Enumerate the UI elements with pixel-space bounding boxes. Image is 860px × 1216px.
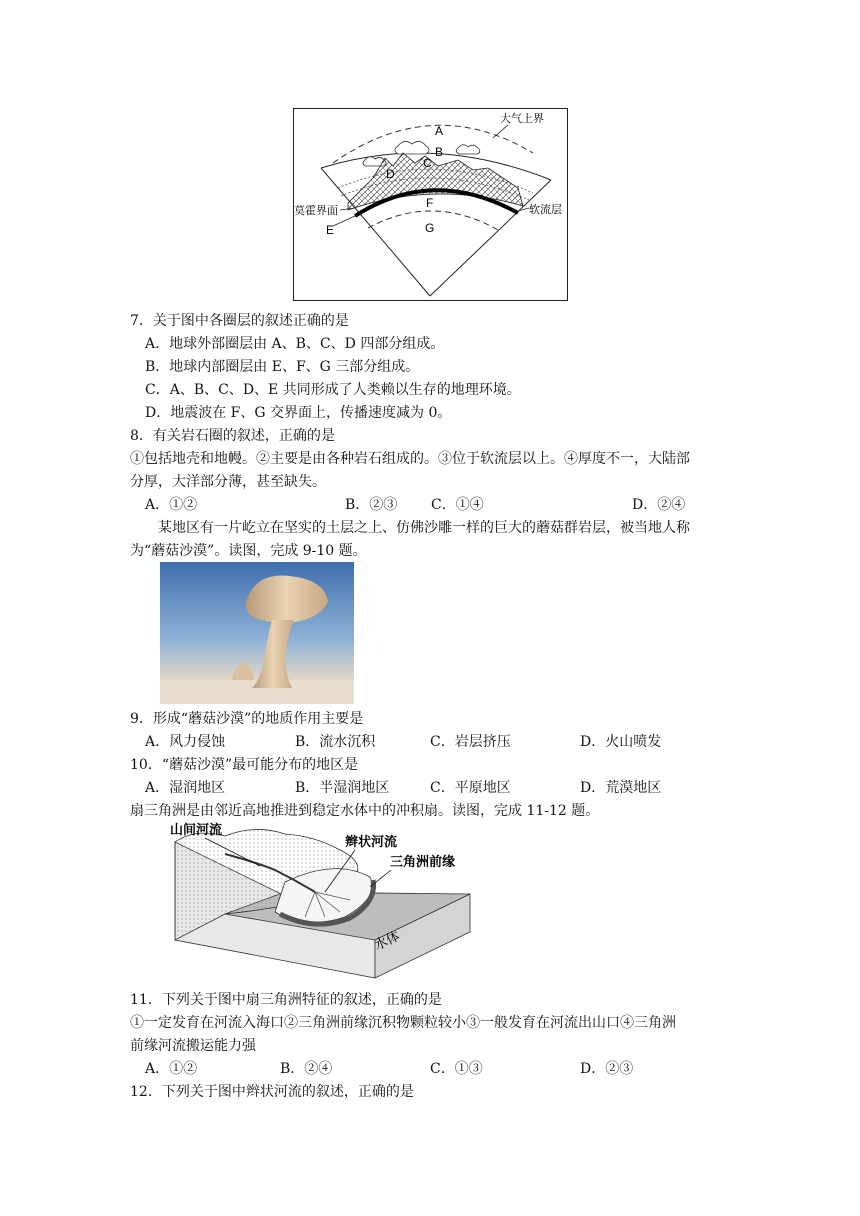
q11-option-c: C．①③ — [430, 1061, 483, 1077]
q10-option-d: D．荒漠地区 — [580, 780, 662, 796]
q8-statement-line1: ①包括地壳和地幔。②主要是由各种岩石组成的。③位于软流层以上。④厚度不一，大陆部 — [130, 451, 690, 467]
label-delta-front: 三角洲前缘 — [390, 854, 456, 869]
q10-stem: 10．“蘑菇沙漠”最可能分布的地区是 — [130, 757, 359, 773]
q8-option-b: B．②③ — [345, 497, 398, 513]
q10-option-a: A．湿润地区 — [145, 780, 226, 796]
q9-option-c: C．岩层挤压 — [430, 734, 511, 750]
label-f: F — [426, 196, 434, 210]
q11-statement-line2: 前缘河流搬运能力强 — [130, 1038, 256, 1054]
q11-option-d: D．②③ — [580, 1061, 634, 1077]
earth-spheres-diagram — [293, 108, 568, 301]
q7-stem: 7．关于图中各圈层的叙述正确的是 — [130, 313, 349, 329]
q8-option-c: C．①④ — [431, 497, 484, 513]
label-water-body: 水体 — [371, 928, 402, 953]
label-d: D — [386, 167, 395, 181]
intro-11-12-line1: 扇三角洲是由邻近高地推进到稳定水体中的冲积扇。读图，完成 11-12 题。 — [130, 803, 600, 819]
q7-option-c: C．A、B、C、D、E 共同形成了人类赖以生存的地理环境。 — [145, 382, 521, 398]
q7-option-d: D．地震波在 F、G 交界面上，传播速度减为 0。 — [145, 405, 452, 421]
label-g: G — [425, 221, 435, 235]
q10-option-b: B．半湿润地区 — [295, 780, 390, 796]
q9-option-b: B．流水沉积 — [295, 734, 376, 750]
q11-option-a: A．①② — [145, 1061, 198, 1077]
mushroom-rock-photo — [160, 562, 354, 704]
label-moho: 莫霍界面 — [294, 205, 338, 217]
label-b: B — [435, 145, 444, 159]
q7-option-a: A．地球外部圈层由 A、B、C、D 四部分组成。 — [145, 336, 445, 352]
q9-stem: 9．形成“蘑菇沙漠”的地质作用主要是 — [130, 711, 364, 727]
q9-option-a: A．风力侵蚀 — [145, 734, 226, 750]
q8-statement-line2: 分厚，大洋部分薄，甚至缺失。 — [130, 474, 326, 490]
label-c: C — [423, 156, 432, 170]
label-e: E — [326, 223, 335, 237]
q7-option-b: B．地球内部圈层由 E、F、G 三部分组成。 — [145, 359, 420, 375]
label-asthenosphere: 软流层 — [529, 204, 562, 216]
q8-option-a: A．①② — [145, 497, 198, 513]
label-a: A — [435, 124, 444, 138]
q9-option-d: D．火山喷发 — [580, 734, 662, 750]
label-mountain-river: 山间河流 — [170, 822, 223, 837]
label-braided-river: 辫状河流 — [345, 834, 398, 849]
q11-option-b: B．②④ — [280, 1061, 333, 1077]
q8-option-d: D．②④ — [632, 497, 686, 513]
q11-stem: 11．下列关于图中扇三角洲特征的叙述，正确的是 — [130, 992, 442, 1008]
intro-9-10-line1: 某地区有一片屹立在坚实的土层之上、仿佛沙雕一样的巨大的蘑菇群岩层，被当地人称 — [158, 520, 690, 536]
q11-statement-line1: ①一定发育在河流入海口②三角洲前缘沉积物颗粒较小③一般发育在河流出山口④三角洲 — [130, 1015, 676, 1031]
q12-stem: 12．下列关于图中辫状河流的叙述，正确的是 — [130, 1084, 414, 1100]
q8-stem: 8．有关岩石圈的叙述，正确的是 — [130, 428, 335, 444]
fan-delta-diagram — [165, 822, 475, 980]
label-atmosphere-top: 大气上界 — [500, 113, 544, 125]
q10-option-c: C．平原地区 — [430, 780, 511, 796]
intro-9-10-line2: 为“蘑菇沙漠”。读图，完成 9-10 题。 — [130, 543, 367, 559]
